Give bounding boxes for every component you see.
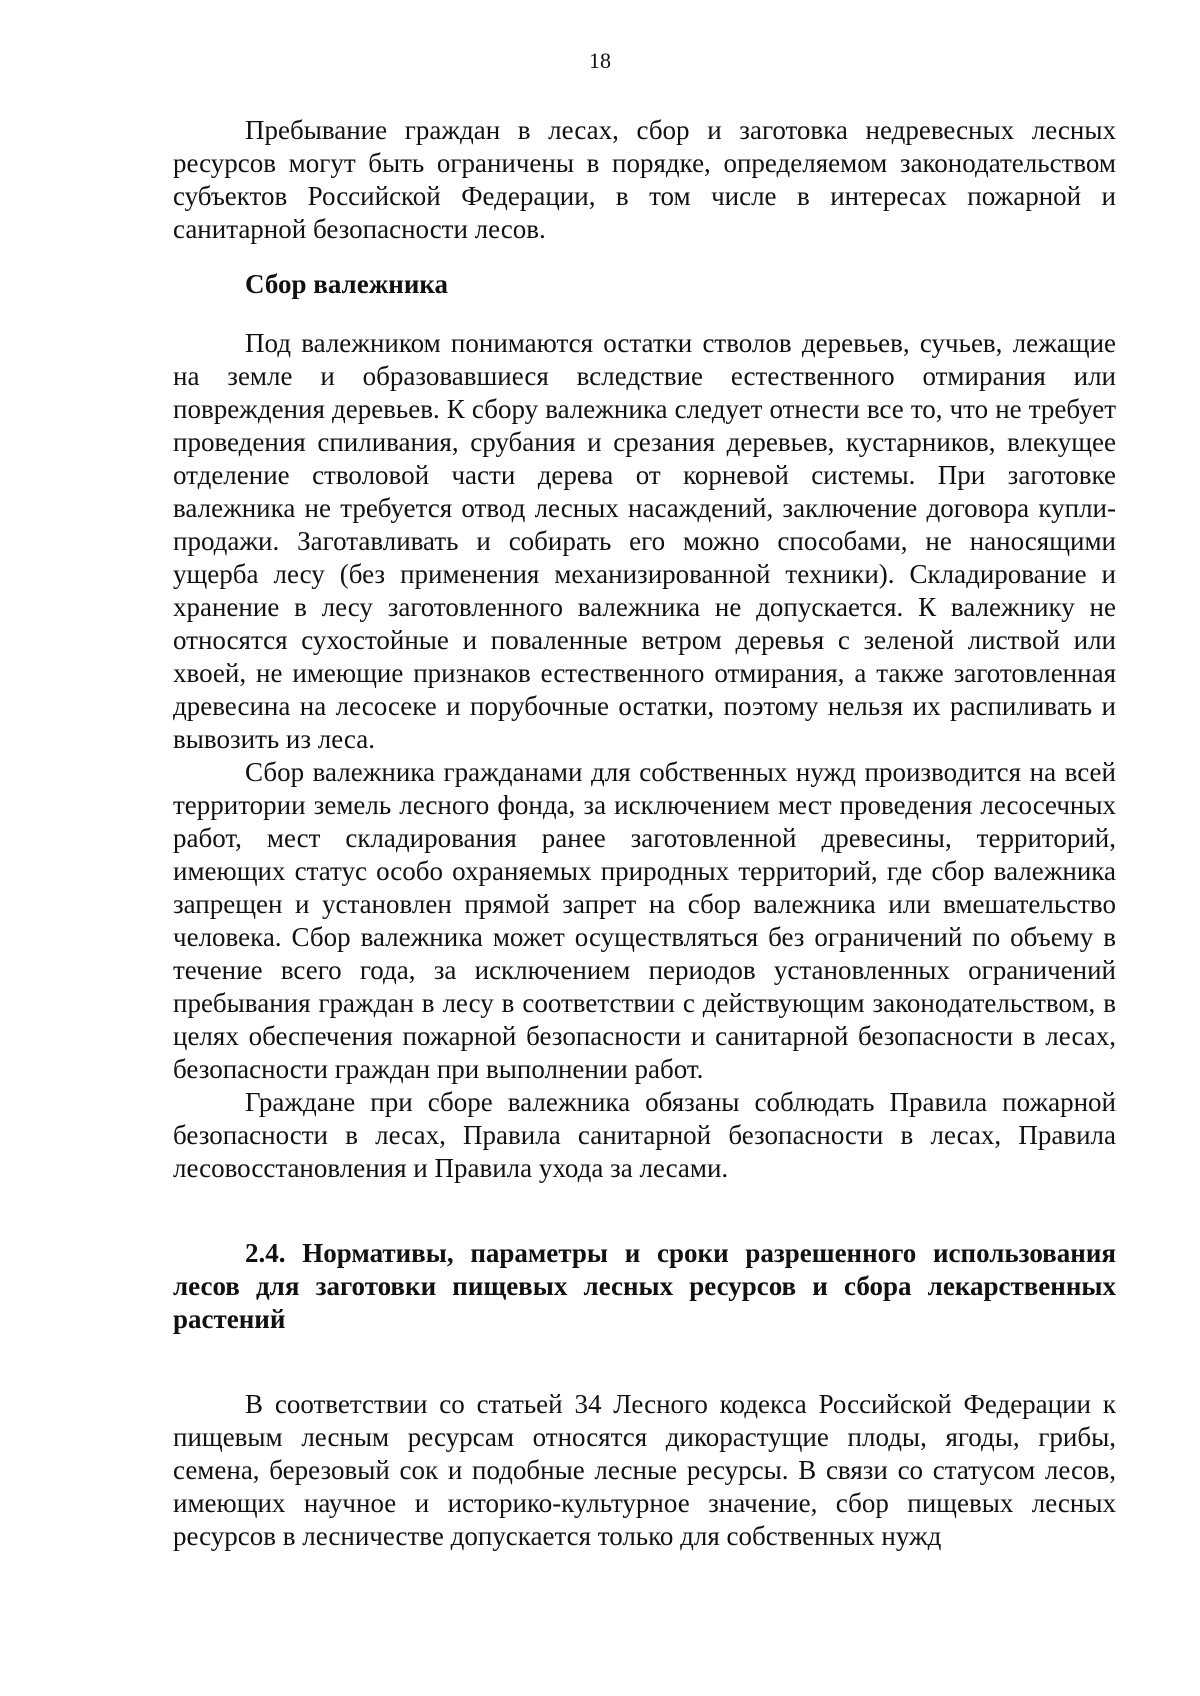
- deadwood-paragraph-3: Граждане при сборе валежника обязаны соблюдать Правила пожарной безопасности в лесах, Правила санитарной безопасности в лесах, Правила лесовосстановления и Правила ухода за лесами.: [173, 1087, 1116, 1183]
- deadwood-heading: Сбор валежника: [245, 269, 449, 299]
- page-number: 18: [589, 48, 611, 73]
- section-heading: 2.4. Нормативы, параметры и сроки разрешенного использования лесов для заготовки пищевых лесных ресурсов и сбора лекарственных растений: [173, 1238, 1116, 1334]
- section-paragraph: В соответствии со статьей 34 Лесного кодекса Российской Федерации к пищевым лесным ресурсам относятся дикорастущие плоды, ягоды, грибы, семена, березовый сок и подобные лесные ресурсы. В связи со статусом лесов, имеющих научное и историко-культурное значение, сбор пищевых лесных ресурсов в лесничестве допускается только для собственных нужд: [173, 1389, 1116, 1551]
- spacer: [173, 301, 1116, 327]
- spacer: [173, 1336, 1116, 1388]
- deadwood-paragraph-1: Под валежником понимаются остатки стволов деревьев, сучьев, лежащие на земле и образовавшиеся вследствие естественного отмирания или повреждения деревьев. К сбору валежника следует отнести все то, что не требует проведения спиливания, срубания и срезания деревьев, кустарников, влекущее отделение стволовой части дерева от корневой системы. При заготовке валежника не требуется отвод лесных насаждений, заключение договора купли-продажи. Заготавливать и собирать его можно способами, не наносящими ущерба лесу (без применения механизированной техники). Складирование и хранение в лесу заготовленного валежника не допускается. К валежнику не относятся сухостойные и поваленные ветром деревья с зеленой листвой или хвоей, не имеющие признаков естественного отмирания, а также заготовленная древесина на лесосеке и порубочные остатки, поэтому нельзя их распиливать и вывозить из леса.: [173, 328, 1116, 754]
- spacer: [173, 1185, 1116, 1237]
- deadwood-paragraph-2: Сбор валежника гражданами для собственных нужд производится на всей территории земель лесного фонда, за исключением мест проведения лесосечных работ, мест складирования ранее заготовленной древесины, территорий, имеющих статус особо охраняемых природных территорий, где сбор валежника запрещен и установлен прямой запрет на сбор валежника или вмешательство человека. Сбор валежника может осуществляться без ограничений по объему в течение всего года, за исключением периодов установленных ограничений пребывания граждан в лесу в соответствии с действующим законодательством, в целях обеспечения пожарной безопасности и санитарной безопасности в лесах, безопасности граждан при выполнении работ.: [173, 757, 1116, 1084]
- intro-paragraph: Пребывание граждан в лесах, сбор и заготовка недревесных лесных ресурсов могут быть ограничены в порядке, определяемом законодательством субъектов Российской Федерации, в том числе в интересах пожарной и санитарной безопасности лесов.: [173, 115, 1116, 244]
- page-content: [173, 114, 1116, 1553]
- spacer: [173, 246, 1116, 268]
